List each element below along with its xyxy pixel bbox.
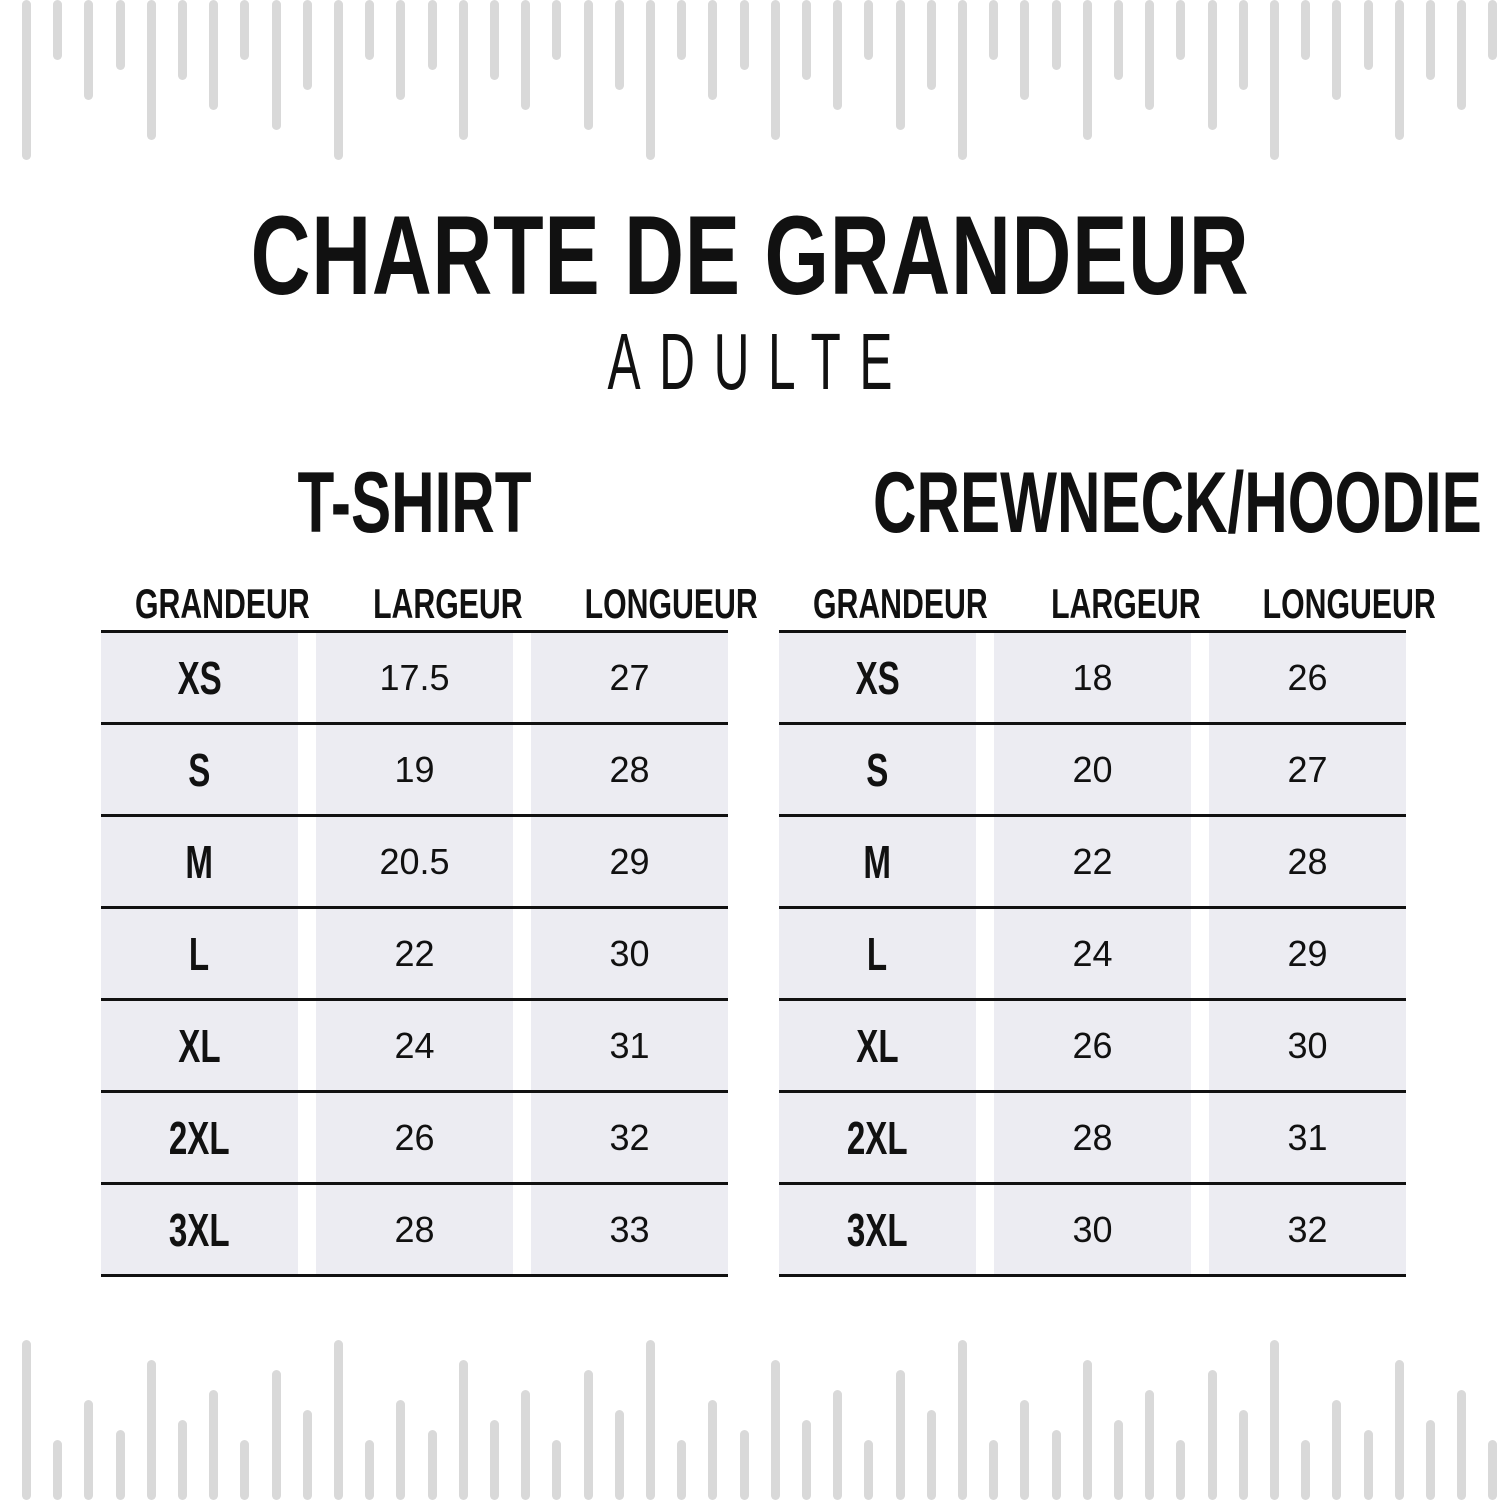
size-cell: 2XL <box>779 1093 976 1182</box>
ruler-tick <box>1488 1440 1497 1500</box>
length-cell: 30 <box>1209 1001 1406 1090</box>
ruler-tick <box>615 0 624 90</box>
size-cell: XL <box>101 1001 298 1090</box>
ruler-tick <box>1426 1420 1435 1500</box>
width-cell: 19 <box>316 725 513 814</box>
table-row <box>779 909 1406 1001</box>
ruler-tick <box>864 1440 873 1500</box>
ruler-tick <box>1020 1400 1029 1500</box>
ruler-tick <box>521 0 530 110</box>
size-cell: 2XL <box>101 1093 298 1182</box>
ruler-tick <box>1052 1430 1061 1500</box>
table-row <box>779 1093 1406 1185</box>
ruler-tick <box>490 0 499 80</box>
ruler-tick <box>1270 0 1279 160</box>
ruler-tick <box>1332 0 1341 100</box>
ruler-tick <box>958 0 967 160</box>
ruler-tick <box>272 1370 281 1500</box>
ruler-tick <box>1208 0 1217 130</box>
ruler-tick <box>1457 1390 1466 1500</box>
length-cell: 33 <box>531 1185 728 1274</box>
ruler-tick <box>1301 1440 1310 1500</box>
ruler-tick <box>116 1430 125 1500</box>
ruler-tick <box>615 1410 624 1500</box>
ruler-tick <box>334 0 343 160</box>
table-header-row <box>779 578 1437 633</box>
ruler-tick <box>584 0 593 130</box>
ruler-tick <box>1114 0 1123 80</box>
ruler-tick <box>833 1390 842 1500</box>
ruler-tick <box>989 0 998 60</box>
ruler-tick <box>178 0 187 80</box>
ruler-tick <box>1052 0 1061 70</box>
ruler-tick <box>1364 0 1373 70</box>
ruler-tick <box>240 0 249 60</box>
size-cell: L <box>779 909 976 998</box>
bottom-ruler-decoration <box>0 1330 1500 1500</box>
ruler-tick <box>584 1370 593 1500</box>
column-header-width: LARGEUR <box>1050 580 1201 627</box>
ruler-tick <box>1083 1360 1092 1500</box>
ruler-tick <box>1395 0 1404 140</box>
ruler-tick <box>1488 0 1497 60</box>
table-row <box>779 1001 1406 1093</box>
ruler-tick <box>240 1440 249 1500</box>
ruler-tick <box>833 0 842 110</box>
ruler-tick <box>552 0 561 60</box>
ruler-tick <box>708 1400 717 1500</box>
table-row <box>779 725 1406 817</box>
ruler-tick <box>896 0 905 130</box>
top-ruler-decoration <box>0 0 1500 170</box>
ruler-tick <box>927 0 936 90</box>
ruler-tick <box>1176 1440 1185 1500</box>
width-cell: 24 <box>994 909 1191 998</box>
ruler-tick <box>1239 0 1248 90</box>
ruler-tick <box>147 0 156 140</box>
ruler-tick <box>1145 1390 1154 1500</box>
ruler-tick <box>22 0 31 160</box>
length-cell: 31 <box>531 1001 728 1090</box>
length-cell: 27 <box>531 633 728 722</box>
ruler-tick <box>802 0 811 80</box>
width-cell: 20 <box>994 725 1191 814</box>
column-header-size: GRANDEUR <box>134 580 310 627</box>
table-row <box>101 633 728 725</box>
ruler-tick <box>116 0 125 70</box>
ruler-tick <box>552 1440 561 1500</box>
ruler-tick <box>1457 0 1466 110</box>
size-cell: M <box>101 817 298 906</box>
ruler-tick <box>490 1420 499 1500</box>
size-cell: XS <box>779 633 976 722</box>
ruler-tick <box>896 1370 905 1500</box>
ruler-tick <box>396 0 405 100</box>
table-header-row <box>101 578 759 633</box>
ruler-tick <box>147 1360 156 1500</box>
ruler-tick <box>1364 1430 1373 1500</box>
ruler-tick <box>84 1400 93 1500</box>
width-cell: 20.5 <box>316 817 513 906</box>
ruler-tick <box>740 0 749 70</box>
table-row <box>779 633 1406 725</box>
width-cell: 18 <box>994 633 1191 722</box>
length-cell: 27 <box>1209 725 1406 814</box>
width-cell: 28 <box>994 1093 1191 1182</box>
length-cell: 28 <box>1209 817 1406 906</box>
length-cell: 30 <box>531 909 728 998</box>
ruler-tick <box>365 0 374 60</box>
length-cell: 31 <box>1209 1093 1406 1182</box>
ruler-tick <box>1270 1340 1279 1500</box>
size-cell: XS <box>101 633 298 722</box>
column-header-size: GRANDEUR <box>812 580 988 627</box>
ruler-tick <box>53 0 62 60</box>
ruler-tick <box>1208 1370 1217 1500</box>
ruler-tick <box>84 0 93 100</box>
tshirt-size-table <box>101 455 759 1277</box>
table-row <box>101 1001 728 1093</box>
size-cell: S <box>779 725 976 814</box>
ruler-tick <box>646 1340 655 1500</box>
ruler-tick <box>1114 1420 1123 1500</box>
table-row <box>101 725 728 817</box>
size-cell: M <box>779 817 976 906</box>
ruler-tick <box>178 1420 187 1500</box>
ruler-tick <box>864 0 873 60</box>
ruler-tick <box>521 1390 530 1500</box>
size-cell: 3XL <box>101 1185 298 1274</box>
ruler-tick <box>1239 1410 1248 1500</box>
ruler-tick <box>927 1410 936 1500</box>
ruler-tick <box>677 0 686 60</box>
table-row <box>779 1185 1406 1277</box>
length-cell: 32 <box>531 1093 728 1182</box>
ruler-tick <box>303 1410 312 1500</box>
width-cell: 28 <box>316 1185 513 1274</box>
ruler-tick <box>396 1400 405 1500</box>
size-cell: L <box>101 909 298 998</box>
ruler-tick <box>22 1340 31 1500</box>
ruler-tick <box>740 1430 749 1500</box>
ruler-tick <box>1176 0 1185 60</box>
width-cell: 22 <box>316 909 513 998</box>
size-cell: 3XL <box>779 1185 976 1274</box>
ruler-tick <box>646 0 655 160</box>
length-cell: 26 <box>1209 633 1406 722</box>
table-row <box>101 817 728 909</box>
ruler-tick <box>209 0 218 110</box>
width-cell: 30 <box>994 1185 1191 1274</box>
ruler-tick <box>802 1420 811 1500</box>
table-heading: T-SHIRT <box>297 455 532 551</box>
width-cell: 22 <box>994 817 1191 906</box>
ruler-tick <box>459 0 468 140</box>
ruler-tick <box>209 1390 218 1500</box>
ruler-tick <box>1083 0 1092 140</box>
ruler-tick <box>428 0 437 70</box>
ruler-tick <box>1332 1400 1341 1500</box>
table-row <box>101 909 728 1001</box>
page-title: CHARTE DE GRANDEUR <box>250 193 1250 318</box>
ruler-tick <box>1145 0 1154 110</box>
ruler-tick <box>771 0 780 140</box>
ruler-tick <box>272 0 281 130</box>
ruler-tick <box>1301 0 1310 60</box>
table-heading: CREWNECK/HOODIE <box>873 455 1482 551</box>
length-cell: 32 <box>1209 1185 1406 1274</box>
ruler-tick <box>459 1360 468 1500</box>
table-row <box>101 1093 728 1185</box>
ruler-tick <box>958 1340 967 1500</box>
ruler-tick <box>1395 1360 1404 1500</box>
size-cell: S <box>101 725 298 814</box>
width-cell: 26 <box>316 1093 513 1182</box>
length-cell: 28 <box>531 725 728 814</box>
ruler-tick <box>303 0 312 90</box>
column-header-width: LARGEUR <box>372 580 523 627</box>
ruler-tick <box>989 1440 998 1500</box>
ruler-tick <box>365 1440 374 1500</box>
size-cell: XL <box>779 1001 976 1090</box>
ruler-tick <box>771 1360 780 1500</box>
table-row <box>101 1185 728 1277</box>
ruler-tick <box>708 0 717 100</box>
crewneck-hoodie-size-table <box>779 455 1482 1277</box>
column-header-length: LONGUEUR <box>584 580 759 627</box>
table-body <box>101 633 728 1277</box>
page-subtitle: ADULTE <box>607 317 912 406</box>
ruler-tick <box>428 1430 437 1500</box>
ruler-tick <box>1020 0 1029 100</box>
width-cell: 17.5 <box>316 633 513 722</box>
ruler-tick <box>53 1440 62 1500</box>
length-cell: 29 <box>531 817 728 906</box>
table-row <box>779 817 1406 909</box>
column-header-length: LONGUEUR <box>1262 580 1437 627</box>
ruler-tick <box>1426 0 1435 80</box>
width-cell: 24 <box>316 1001 513 1090</box>
width-cell: 26 <box>994 1001 1191 1090</box>
ruler-tick <box>677 1440 686 1500</box>
length-cell: 29 <box>1209 909 1406 998</box>
ruler-tick <box>334 1340 343 1500</box>
table-body <box>779 633 1406 1277</box>
